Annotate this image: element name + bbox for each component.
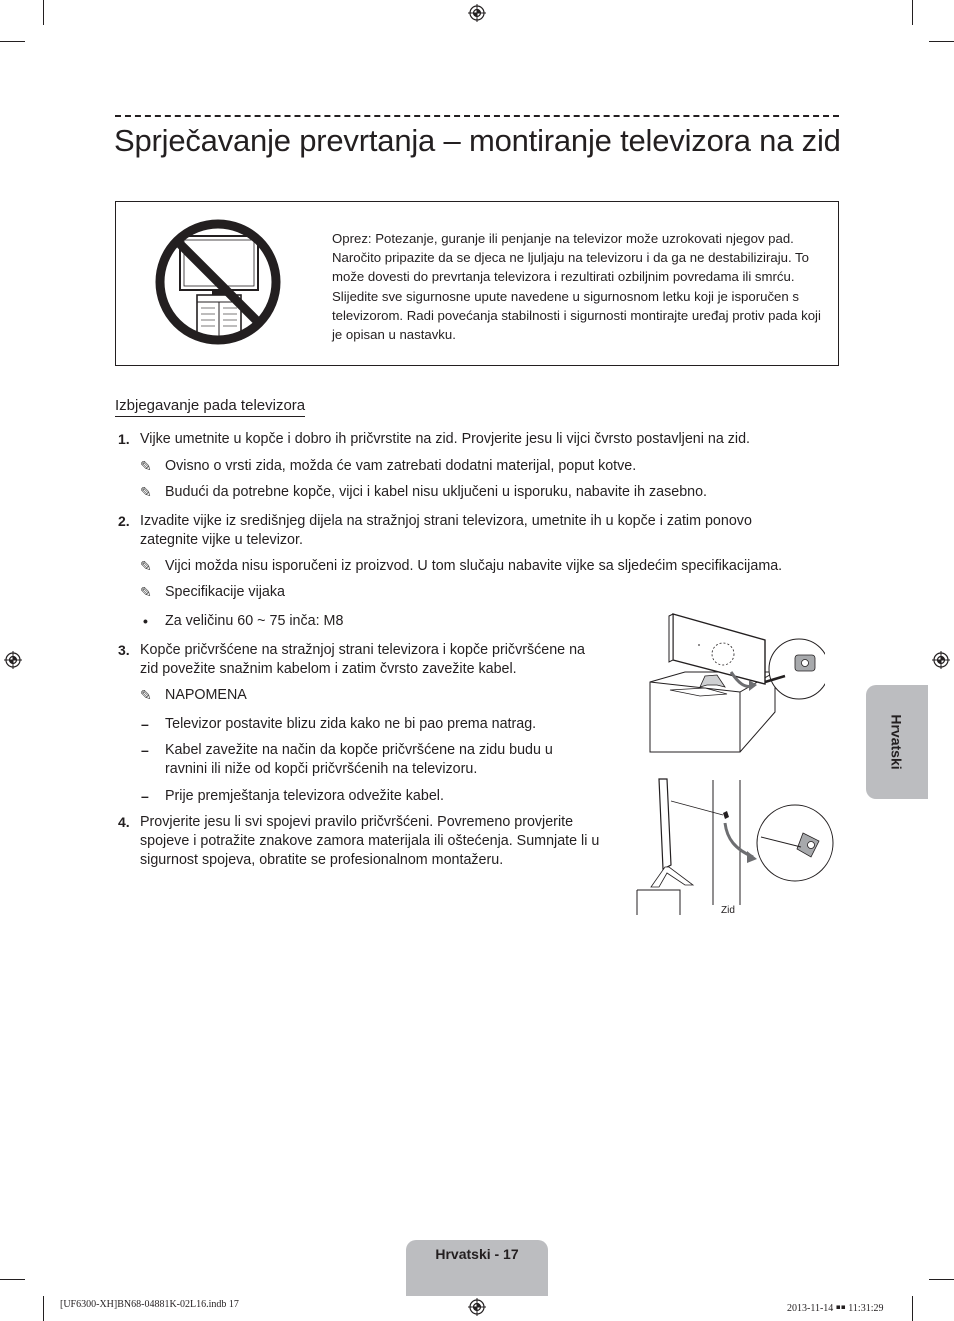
note-label: NAPOMENA: [165, 687, 247, 703]
dash-icon: –: [141, 788, 149, 804]
registration-mark-icon: [932, 651, 950, 669]
step-number: 1.: [118, 431, 130, 447]
footer-timestamp: 2013-11-14 ￭￭ 11:31:29: [787, 1303, 884, 1314]
note-pen-icon: ✎: [140, 687, 152, 703]
step-text: Izvadite vijke iz središnjeg dijela na stražnjoj strani televizora, umetnite ih u kopče i zatim ponovo zategnite vijke u televizor.: [140, 513, 752, 548]
note-text: Specifikacije vijaka: [165, 584, 285, 600]
page-number: Hrvatski - 17: [435, 1246, 519, 1262]
note-pen-icon: ✎: [140, 458, 152, 474]
crop-mark: [43, 1296, 44, 1321]
footer-file-info: [UF6300-XH]BN68-04881K-02L16.indb 17: [60, 1299, 239, 1310]
section-heading: Izbjegavanje pada televizora: [115, 396, 305, 417]
crop-mark: [0, 41, 25, 42]
crop-mark: [912, 0, 913, 25]
bullet-text: Za veličinu 60 ~ 75 inča: M8: [165, 613, 344, 629]
registration-mark-icon: [4, 651, 22, 669]
step-number: 4.: [118, 814, 130, 830]
crop-mark: [929, 1279, 954, 1280]
note-text: Vijci možda nisu isporučeni iz proizvod. U tom slučaju nabavite vijke sa sljedećim specifikacijama.: [165, 558, 783, 574]
crop-mark: [929, 41, 954, 42]
step-text: Kopče pričvršćene na stražnjoj strani televizora i kopče pričvršćene na zid povežite snažnim kabelom i zatim čvrsto zavežite kabel.: [140, 642, 585, 677]
page-number-tab: [406, 1240, 548, 1296]
registration-mark-icon: [468, 1298, 486, 1316]
wall-label: Zid: [721, 905, 735, 916]
no-climbing-on-tv-icon: [152, 216, 284, 348]
dash-text: Televizor postavite blizu zida kako ne bi pao prema natrag.: [165, 716, 537, 732]
tv-bracket-illustration: [645, 612, 825, 762]
note-text: Budući da potrebne kopče, vijci i kabel nisu uključeni u isporuku, nabavite ih zasebno.: [165, 484, 708, 500]
dash-text: Prije premještanja televizora odvežite kabel.: [165, 788, 444, 804]
note-pen-icon: ✎: [140, 558, 152, 574]
language-side-tab: [866, 685, 928, 799]
note-text: Ovisno o vrsti zida, možda će vam zatrebati dodatni materijal, poput kotve.: [165, 458, 637, 474]
dash-text: Kabel zavežite na način da kopče pričvršćene na zidu budu u ravnini ili niže od kopči pričvršćenih na televizoru.: [165, 742, 553, 777]
side-tab-label: Hrvatski: [888, 714, 905, 770]
crop-mark: [43, 0, 44, 25]
warning-text: Oprez: Potezanje, guranje ili penjanje na televizor može uzrokovati njegov pad. Naročito pripazite da se djeca ne ljuljaju na televizoru i da ga ne destabiliziraju. To može dovesti do prevrtanja televizora i rezultirati ozbiljnim povredama ili smrću. Slijedite sve sigurnosne upute navedene u sigurnosnom letku koji je isporučen s televizorom. Radi povećanja stabilnosti i sigurnosti montirajte uređaj protiv pada koji je opisan u nastavku.: [332, 231, 821, 343]
bullet-icon: •: [143, 613, 148, 629]
registration-mark-icon: [468, 4, 486, 22]
dash-icon: –: [141, 716, 149, 732]
step-number: 3.: [118, 642, 130, 658]
dash-icon: –: [141, 742, 149, 758]
note-pen-icon: ✎: [140, 484, 152, 500]
step-text: Vijke umetnite u kopče i dobro ih pričvrstite na zid. Provjerite jesu li vijci čvrsto postavljeni na zid.: [140, 431, 751, 447]
note-pen-icon: ✎: [140, 584, 152, 600]
page-title: Sprječavanje prevrtanja – montiranje televizora na zid: [114, 123, 841, 158]
tv-wall-cable-illustration: [635, 775, 835, 917]
crop-mark: [0, 1279, 25, 1280]
step-number: 2.: [118, 513, 130, 529]
warning-box: [115, 201, 839, 366]
title-rule: [115, 115, 839, 117]
crop-mark: [912, 1296, 913, 1321]
step-text: Provjerite jesu li svi spojevi pravilo pričvršćeni. Povremeno provjerite spojeve i potražite znakove zamora materijala ili oštećenja. Sumnjate li u sigurnost spojeva, obratite se profesionalnom montažeru.: [140, 814, 600, 868]
